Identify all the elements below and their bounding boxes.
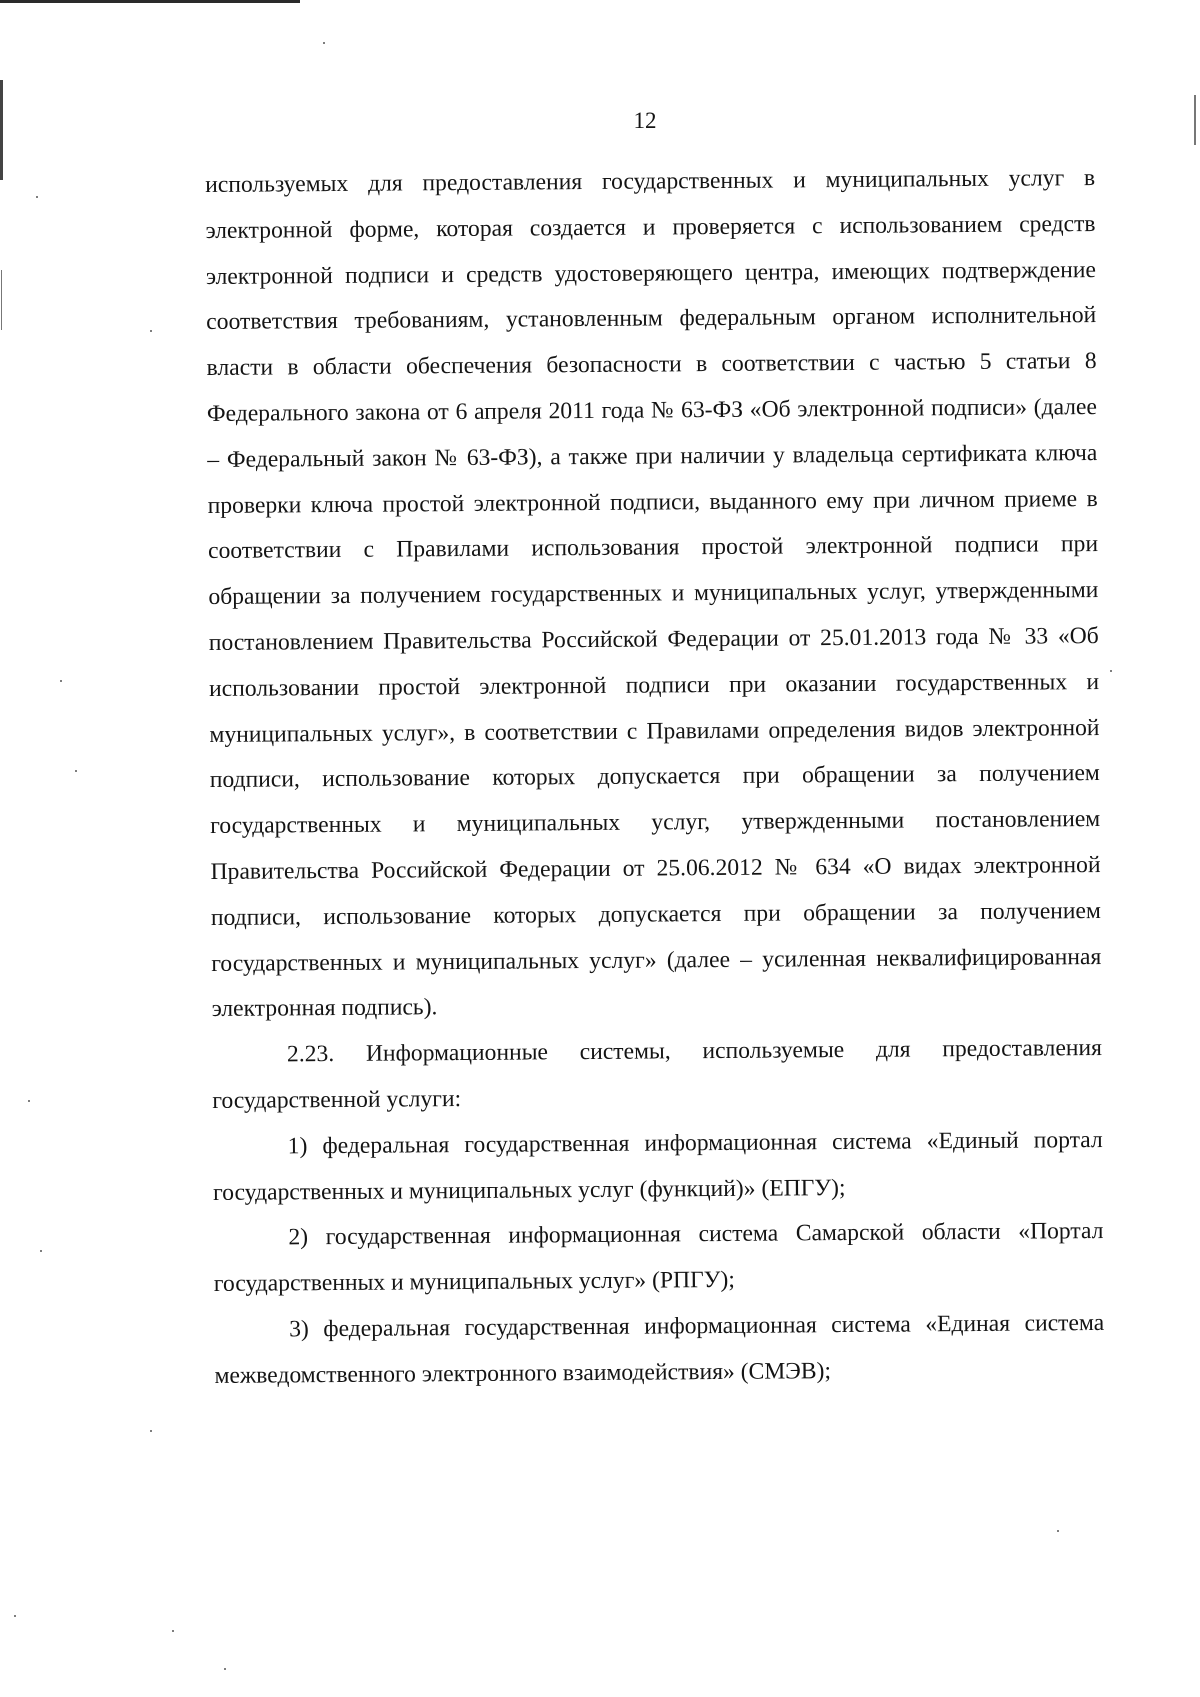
list-item-1: 1) федеральная государственная информационная система «Единый портал государственных и муниципальных услуг (функций)» (ЕПГУ); — [212, 1126, 1103, 1206]
scan-speck — [36, 196, 38, 198]
page-number: 12 — [633, 108, 657, 133]
scan-border-left-mark — [1, 270, 2, 330]
scan-speck — [1057, 1530, 1059, 1532]
scan-border-left — [0, 80, 3, 180]
scan-speck — [60, 680, 62, 682]
scan-speck — [224, 1668, 226, 1670]
scan-speck — [150, 1430, 152, 1432]
scan-speck — [150, 330, 152, 332]
scan-speck — [75, 770, 77, 772]
scan-speck — [28, 1100, 30, 1102]
document-body — [205, 156, 1105, 1399]
paragraph-continuation: используемых для предоставления государственных и муниципальных услуг в электронной форме, которая создается и проверяется с использованием средств электронной подписи и средств удостоверяющего центра, имеющих подтверждение соответствия требованиям, установленным федеральным органом исполнительной власти в области обеспечения безопасности в соответствии с частью 5 статьи 8 Федерального закона от 6 апреля 2011 года № 63-ФЗ «Об электронной подписи» (далее – Федеральный закон № 63-ФЗ), а также при наличии у владельца сертификата ключа проверки ключа простой электронной подписи, выданного ему при личном приеме в соответствии с Правилами использования простой электронной подписи при обращении за получением государственных и муниципальных услуг, утвержденными постановлением Правительства Российской Федерации от 25.01.2013 года № 33 «Об использовании простой электронной подписи при оказании государственных и муниципальных услуг», в соответствии с Правилами определения видов электронной подписи, использование которых допускается при обращении за получением государственных и муниципальных услуг, утвержденными постановлением Правительства Российской Федерации от 25.06.2012 № 634 «О видах электронной подписи, использование которых допускается при обращении за получением государственных и муниципальных услуг» (далее – усиленная неквалифицированная электронная подпись). — [205, 165, 1102, 1023]
scan-speck — [323, 42, 325, 44]
scan-border-top — [0, 0, 300, 3]
paragraph-section-2-23: 2.23. Информационные системы, используемые для предоставления государственной услуги: — [212, 1035, 1103, 1114]
scan-speck — [172, 1630, 174, 1632]
scan-speck — [14, 1615, 16, 1617]
list-item-2: 2) государственная информационная система Самарской области «Портал государственных и муниципальных услуг» (РПГУ); — [213, 1218, 1104, 1298]
scan-speck — [1110, 670, 1112, 672]
scan-speck — [40, 1250, 42, 1252]
list-item-3: 3) федеральная государственная информационная система «Единая система межведомственного электронного взаимодействия» (СМЭВ); — [214, 1309, 1105, 1389]
